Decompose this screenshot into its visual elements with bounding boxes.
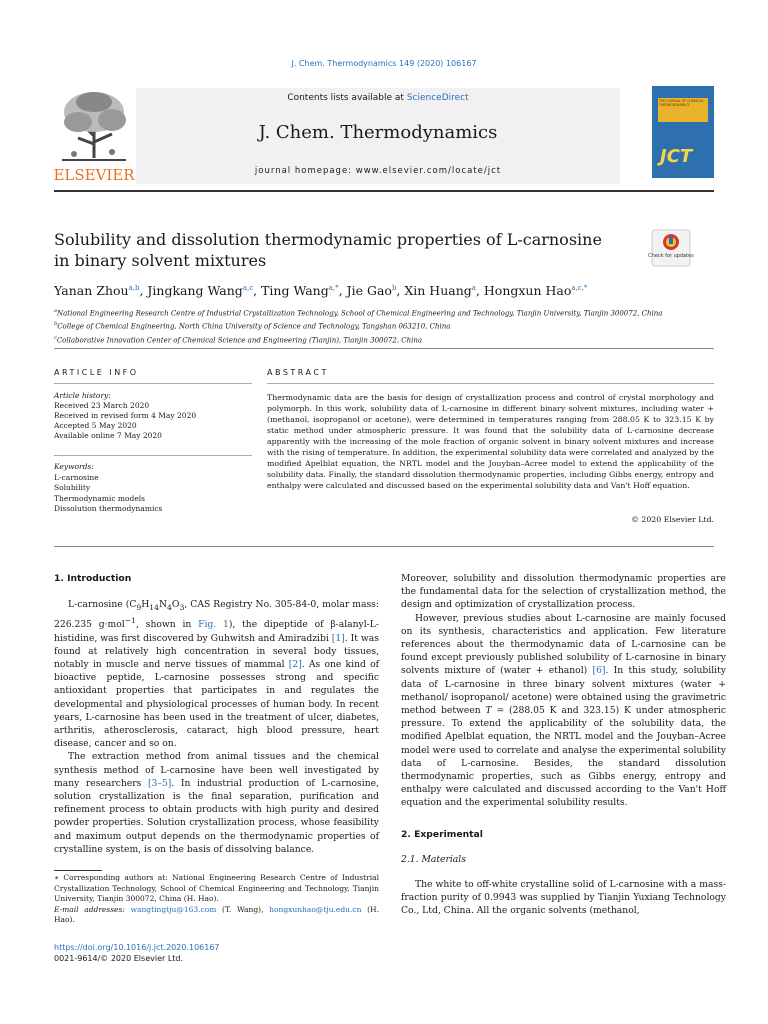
reference-link[interactable]: [3–5]: [147, 777, 172, 789]
doi-link[interactable]: https://doi.org/10.1016/j.jct.2020.106167: [54, 943, 220, 952]
author[interactable]: Ting Wang: [261, 283, 329, 298]
affiliation: $^a$National Engineering Research Centre of Industrial Crystallization Technology, School of Chemical Engineering and Technology, Tianjin University, Tianjin 300072, China: [54, 308, 663, 318]
check-for-updates-badge[interactable]: [648, 230, 694, 266]
journal-citation[interactable]: J. Chem. Thermodynamics 149 (2020) 106167: [291, 59, 477, 68]
section-heading: 1. Introduction: [54, 573, 132, 584]
copyright: © 2020 Elsevier Ltd.: [631, 515, 714, 524]
abstract-rule: [267, 383, 714, 384]
email-line: E-mail addresses: wangtingtju@163.com (T. Wang), hongxunhao@tju.edu.cn (H. Hao).: [54, 904, 379, 924]
reference-link[interactable]: [2]: [288, 658, 302, 670]
body-rule: [54, 546, 714, 547]
history-item: Received in revised form 4 May 2020: [54, 411, 197, 420]
keywords-label: Keywords:: [54, 462, 94, 471]
cover-title: THE JOURNAL OF CHEMICAL THERMODYNAMICS: [658, 98, 708, 122]
abstract-text: Thermodynamic data are the basis for design of crystallization process and control of crystal morphology and polymorph. In this work, solubility data of L-carnosine in different binary solvent mixtures, including water + (methanol, isopropanol or acetone), were determined in temperatures ranging from 288.05 K to 323.15 K by static method under atmospheric pressure. It was found that the solubility data of L-carnosine decrease apparently with the increasing of the mole fraction of organic solvent in binary solvent mixtures and increase with the rising of temperature. In addition, the experimental solubility data were correlated and analyzed by the modified Apelblat equation, the NRTL model and the Jouyban–Acree model to extend the applicability of the solubility data. Finally, the standard dissolution thermodynamic properties, including Gibbs energy, entropy and enthalpy were calculated and discussed based on the experimental solubility data and Van't Hoff equation.: [267, 393, 714, 490]
paragraph: However, previous studies about L-carnosine are mainly focused on its synthesis, characteristics and application. Few literature references about the thermodynamic data of L-carnosine can be found except previously published solubility of L-carnosine in binary solvents mixture of (water + ethanol) [6]. In this study, solubility data of L-carnosine in three binary solvent mixtures (water + methanol/ isopropanol/ acetone) were obtained using the gravimetric method between T = (288.05 K and 323.15) K under atmospheric pressure. To extend the applicability of the solubility data, the modified Apelblat equation, the NRTL model and the Jouyban–Acree model were used to correlate and analyse the experimental solubility data of L-carnosine. Besides, the standard dissolution thermodynamic properties, such as Gibbs energy, entropy and enthalpy were calculated and discussed according to the Van't Hoff equation and the experimental solubility results.: [401, 612, 726, 809]
keywords-rule: [54, 455, 252, 456]
corresponding-author-note: ∗ Corresponding authors at: National Engineering Research Centre of Industrial Crystallization Technology, School of Chemical Engineering and Technology, Tianjin University, Tianjin 300072, China (H. Hao).: [54, 873, 379, 903]
author-list: Yanan Zhou$^{a,b}$, Jingkang Wang$^{a,c}$, Ting Wang$^{a,*}$, Jie Gao$^b$, Xin Huang$^a$, Hongxun Hao$^{a,c,*}$: [54, 283, 588, 298]
footer: [54, 942, 220, 964]
keyword: Solubility: [54, 483, 91, 492]
abstract-heading: ABSTRACT: [267, 368, 329, 377]
footnote-rule: [54, 870, 102, 871]
issn-line: 0021-9614/© 2020 Elsevier Ltd.: [54, 954, 184, 963]
right-column: [401, 572, 726, 918]
history-item: Received 23 March 2020: [54, 401, 150, 410]
keyword: Thermodynamic models: [54, 493, 146, 503]
figure-link[interactable]: Fig. 1: [198, 619, 229, 631]
paragraph: The extraction method from animal tissues and the chemical synthesis method of L-carnosine have been well investigated by many researchers [3–5]. In industrial production of L-carnosine, solution crystallization is the final separation, purification and refinement process to obtain products with high purity and desired powder properties. Solution crystallization process, whose feasibility and maximum output depends on the thermodynamic properties of crystalline system, is on the basis of dissolving balance.: [54, 751, 379, 855]
elsevier-wordmark: ELSEVIER: [53, 166, 135, 184]
header-rule: [54, 190, 714, 192]
cover-abbrev: JCT: [660, 146, 693, 167]
section-heading: 2. Experimental: [401, 828, 483, 840]
author[interactable]: Xin Huang: [404, 283, 472, 298]
footnote: [54, 873, 379, 926]
author[interactable]: Yanan Zhou: [54, 283, 129, 298]
journal-header: [54, 82, 714, 188]
contents-line: Contents lists available at ScienceDirect: [287, 93, 469, 103]
subsection-heading: 2.1. Materials: [401, 853, 466, 865]
author[interactable]: Jie Gao: [346, 283, 392, 298]
article-info-heading: ARTICLE INFO: [54, 368, 139, 377]
history-label: Article history:: [54, 391, 111, 400]
keywords: [54, 462, 252, 515]
article-title: Solubility and dissolution thermodynamic properties of L-carnosine in binary solvent mixtures: [54, 230, 602, 270]
keyword: Dissolution thermodynamics: [54, 504, 163, 513]
author[interactable]: Jingkang Wang: [147, 283, 243, 298]
email-link[interactable]: hongxunhao@tju.edu.cn: [269, 904, 362, 914]
reference-link[interactable]: [6]: [592, 665, 606, 677]
article-history: [54, 391, 252, 441]
history-item: Available online 7 May 2020: [54, 431, 162, 440]
section-rule: [54, 348, 714, 349]
paragraph: Moreover, solubility and dissolution thermodynamic properties are the fundamental data for the selection of crystallization method, the design and optimization of crystallization process.: [401, 573, 726, 611]
affiliations: [54, 306, 714, 346]
paragraph: L-carnosine ($C_9H_{14}N_4O_3$, CAS Registry No. 305-84-0, molar mass: 226.235 g·mol$^{-1}$, shown in Fig. 1), the dipeptide of β-alanyl-L-histidine, was first discovered by Guhwitsh and Amiradzibi [1]. It was found at relatively high concentration in several body tissues, notably in muscle and nerve tissues of mammal [2]. As one kind of bioactive peptide, L-carnosine possesses strong and specific antioxidant properties that participates in and regulates the developmental and physiological processes of human body. In recent years, L-carnosine has been used in the treatment of ulcer, diabetes, arthritis, atherosclerosis, cataract, high blood pressure, heart disease, cancer and so on.: [54, 599, 380, 750]
author[interactable]: Hongxun Hao: [483, 283, 572, 298]
paragraph: The white to off-white crystalline solid of L-carnosine with a mass-fraction purity of 0.9943 was supplied by Tianjin Yuxiang Technology Co., Ltd, China. All the organic solvents (methanol,: [401, 879, 726, 917]
keyword: L-carnosine: [54, 472, 99, 482]
email-link[interactable]: wangtingtju@163.com: [130, 904, 217, 914]
reference-link[interactable]: [1]: [331, 632, 345, 644]
affiliation: $^c$Collaborative Innovation Center of Chemical Science and Engineering (Tianjin), Tianjin 300072, China: [54, 334, 423, 344]
journal-title: J. Chem. Thermodynamics: [258, 122, 498, 143]
sciencedirect-link[interactable]: ScienceDirect: [406, 93, 469, 103]
elsevier-tree-logo: [54, 86, 134, 184]
article-info-rule: [54, 383, 252, 384]
left-column: [54, 572, 379, 856]
history-item: Accepted 5 May 2020: [54, 421, 137, 430]
check-for-updates-label: Check for updates: [648, 253, 694, 259]
affiliation: $^b$College of Chemical Engineering, North China University of Science and Technology, Tangshan 063210, China: [54, 321, 451, 331]
journal-homepage[interactable]: journal homepage: www.elsevier.com/locate/jct: [254, 166, 502, 176]
journal-cover: [652, 86, 714, 178]
